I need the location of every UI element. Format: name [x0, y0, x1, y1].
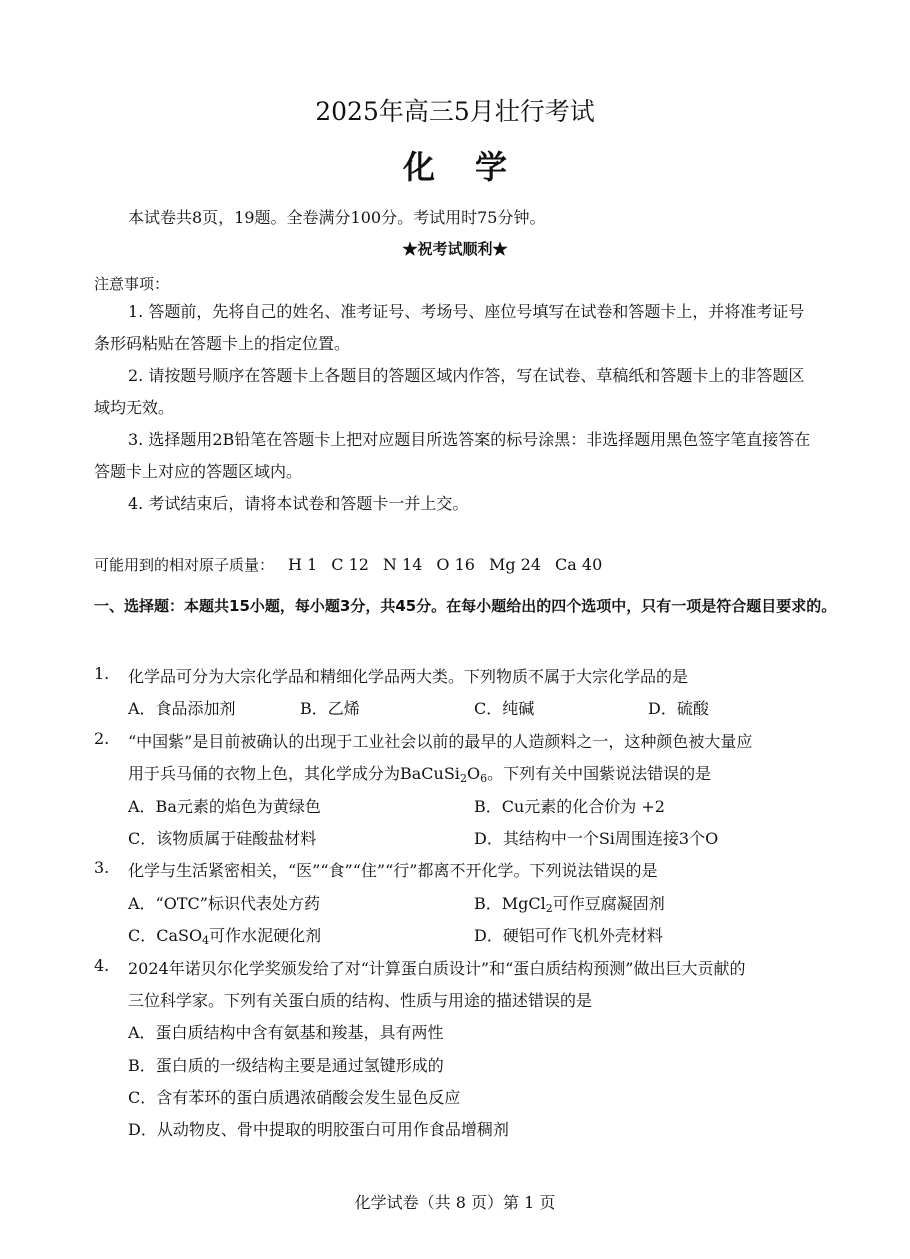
q4-number: 4.	[94, 956, 110, 975]
section-1-title: 一、选择题：本题共15小题，每小题3分，共45分。在每小题给出的四个选项中，只有一项是符合题目要求的。	[94, 597, 837, 615]
note-item-2: 2. 请按题号顺序在答题卡上各题目的答题区域内作答，写在试卷、草稿纸和答题卡上的非答题区域均无效。	[94, 366, 805, 417]
q4-option-b: B．蛋白质的一级结构主要是通过氢键形成的	[128, 1056, 444, 1075]
q3-option-c: C．CaSO$_4$可作水泥硬化剂	[128, 926, 322, 947]
q2-option-a: A．Ba元素的焰色为黄绿色	[128, 797, 321, 816]
q4-option-d: D．从动物皮、骨中提取的明胶蛋白可用作食品增稠剂	[128, 1120, 509, 1139]
q1-option-a: A．食品添加剂	[128, 699, 236, 718]
atomic-mass-h: H 1	[288, 555, 318, 574]
q3-option-a: A．“OTC”标识代表处方药	[128, 894, 320, 913]
q2-option-c: C．该物质属于硅酸盐材料	[128, 829, 317, 848]
notes-title: 注意事项：	[94, 275, 170, 293]
exam-intro: 本试卷共8页，19题。全卷满分100分。考试用时75分钟。	[128, 208, 546, 227]
note-item-3: 3. 选择题用2B铅笔在答题卡上把对应题目所选答案的标号涂黑：非选择题用黑色签字笔直接答在答题卡上对应的答题区域内。	[94, 430, 811, 481]
q3-number: 3.	[94, 858, 110, 877]
atomic-masses	[94, 554, 602, 575]
atomic-mass-ca: Ca 40	[555, 555, 603, 574]
atomic-mass-mg: Mg 24	[488, 555, 542, 574]
q1-option-c: C．纯碱	[474, 699, 535, 718]
page-footer: 化学试卷（共 8 页）第 1 页	[354, 1193, 556, 1212]
q4-stem-line1: 2024年诺贝尔化学奖颁发给了对“计算蛋白质设计”和“蛋白质结构预测”做出巨大贡献的	[128, 959, 746, 978]
q1-option-b: B．乙烯	[300, 699, 360, 718]
q2-option-b: B．Cu元素的化合价为 +2	[474, 797, 665, 816]
q1-option-d: D．硫酸	[648, 699, 709, 718]
q4-stem-line2: 三位科学家。下列有关蛋白质的结构、性质与用途的描述错误的是	[128, 991, 593, 1010]
q4-option-c: C．含有苯环的蛋白质遇浓硝酸会发生显色反应	[128, 1088, 461, 1107]
atomic-mass-c: C 12	[331, 555, 369, 574]
q3-option-d: D．硬铝可作飞机外壳材料	[474, 926, 663, 945]
q1-number: 1.	[94, 664, 110, 683]
q2-stem-line1: “中国紫”是目前被确认的出现于工业社会以前的最早的人造颜料之一，这种颜色被大量应	[128, 732, 753, 751]
note-item-1: 1. 答题前，先将自己的姓名、准考证号、考场号、座位号填写在试卷和答题卡上，并将准考证号条形码粘贴在答题卡上的指定位置。	[94, 302, 805, 353]
q3-stem: 化学与生活紧密相关，“医”“食”“住”“行”都离不开化学。下列说法错误的是	[128, 861, 658, 880]
q3-option-b: B．MgCl$_2$可作豆腐凝固剂	[474, 894, 665, 915]
good-luck-banner: ★祝考试顺利★	[402, 240, 508, 258]
q1-stem: 化学品可分为大宗化学品和精细化学品两大类。下列物质不属于大宗化学品的是	[128, 667, 689, 686]
q2-number: 2.	[94, 729, 110, 748]
atomic-masses-label: 可能用到的相对原子质量：	[94, 556, 275, 574]
note-item-4: 4. 考试结束后，请将本试卷和答题卡一并上交。	[128, 494, 469, 513]
q2-stem-line2: 用于兵马俑的衣物上色，其化学成分为$BaCuSi_2O_6$。下列有关中国紫说法错误的是	[128, 764, 712, 785]
atomic-mass-o: O 16	[436, 555, 475, 574]
atomic-mass-n: N 14	[382, 555, 423, 574]
exam-title: 2025年高三5月壮行考试	[315, 97, 595, 126]
subject-title: 化学	[402, 148, 547, 186]
q2-option-d: D．其结构中一个Si周围连接3个O	[474, 829, 719, 848]
q4-option-a: A．蛋白质结构中含有氨基和羧基，具有两性	[128, 1023, 444, 1042]
